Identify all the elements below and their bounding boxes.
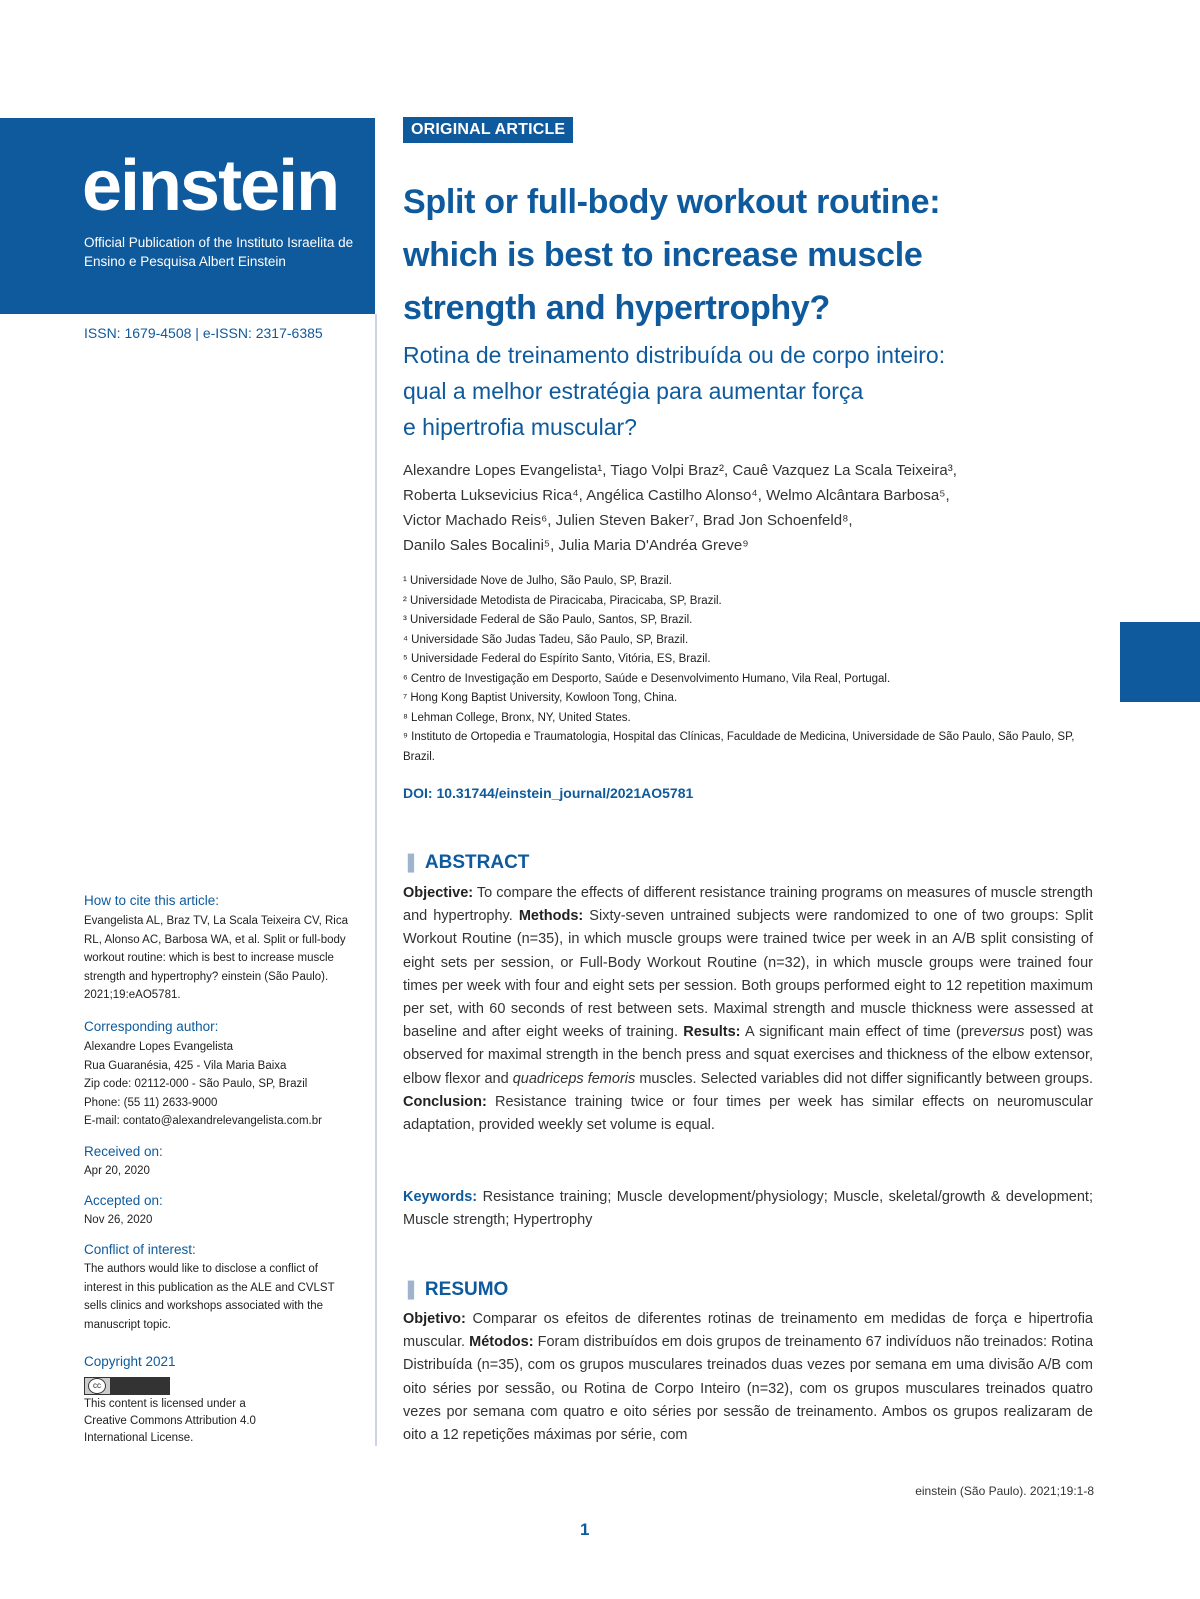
subtitle-line: Rotina de treinamento distribuída ou de corpo inteiro:: [403, 342, 946, 368]
resumo-methods: Foram distribuídos em dois grupos de treinamento 67 indivíduos não treinados: Rotina Distribuída (n=35), com os grupos musculares treinados duas vezes por semana em uma divisão A/B com oito séries por sessão, ou Rotina de Corpo Inteiro (n=32), com os grupos musculares treinados quatro vezes por semana com quatro e oito séries por sessão de treinamento. Ambos os grupos realizaram de oito a 12 repetições máximas por série, com: [403, 1334, 1093, 1444]
keywords-label: Keywords:: [403, 1189, 478, 1205]
abstract-objective-label: Objective:: [403, 885, 474, 901]
license-text: This content is licensed under a Creative Commons Attribution 4.0 International License.: [84, 1398, 256, 1444]
title-line: which is best to increase muscle: [403, 236, 923, 274]
accepted-date: Nov 26, 2020: [84, 1214, 153, 1226]
resumo-objective-label: Objetivo:: [403, 1311, 466, 1327]
corr-email[interactable]: E-mail: contato@alexandrelevangelista.com.br: [84, 1115, 322, 1127]
issn: ISSN: 1679-4508 | e-ISSN: 2317-6385: [84, 325, 323, 341]
affiliation: ⁹ Instituto de Ortopedia e Traumatologia, Hospital das Clínicas, Faculdade de Medicina, Universidade de São Paulo, São Paulo, SP, Brazil.: [403, 731, 1075, 763]
abstract-methods: Sixty-seven untrained subjects were randomized to one of two groups: Split Workout Routine (n=35), in which muscle groups were trained twice per week in an A/B split consisting of eight sets per session, or Full-Body Workout Routine (n=32), in which muscle groups were trained four times per week with four and eight sets per session. Both groups performed eight to 12 repetition maximum per set, with 60 seconds of rest between sets. Maximal strength and muscle thickness were assessed at baseline and after eight weeks of training.: [403, 908, 1094, 1041]
corr-heading: Corresponding author:: [84, 1019, 219, 1034]
corr-line: Phone: (55 11) 2633-9000: [84, 1096, 218, 1109]
author-line: Roberta Luksevicius Rica⁴, Angélica Castilho Alonso⁴, Welmo Alcântara Barbosa⁵,: [403, 487, 950, 504]
keywords-text: Resistance training; Muscle development/physiology; Muscle, skeletal/growth & development; Muscle strength; Hypertrophy: [403, 1189, 1093, 1229]
conflict-heading: Conflict of interest:: [84, 1242, 196, 1257]
journal-tagline: Official Publication of the Instituto Israelita de Ensino e Pesquisa Albert Einstein: [84, 235, 354, 269]
abstract-heading: ❚ ABSTRACT: [403, 852, 530, 873]
resumo-objective: Comparar os efeitos de diferentes rotinas de treinamento em medidas de força e hipertrofia muscular.: [403, 1311, 1093, 1351]
by-icon: [110, 1378, 169, 1394]
affiliation: ⁸ Lehman College, Bronx, NY, United States.: [403, 711, 631, 724]
abstract-results-label: Results:: [683, 1024, 741, 1041]
affiliation-list: [403, 572, 1103, 767]
corr-block: [84, 1038, 364, 1131]
abstract-results-quad: quadriceps femoris: [512, 1070, 636, 1087]
section-bar-icon: ❚: [403, 852, 419, 873]
footer-citation: einstein (São Paulo). 2021;19:1-8: [915, 1484, 1094, 1498]
corr-line: Rua Guaranésia, 425 - Vila Maria Baixa: [84, 1059, 287, 1072]
article-subtitle: [403, 337, 1103, 445]
journal-logo: einstein: [82, 146, 339, 226]
cc-icon: cc: [88, 1378, 106, 1394]
article-title: [403, 176, 1103, 335]
affiliation: ² Universidade Metodista de Piracicaba, Piracicaba, SP, Brazil.: [403, 594, 722, 607]
conflict-text: The authors would like to disclose a conflict of interest in this publication as the ALE and CVLST sells clinics and workshops associated with the manuscript topic.: [84, 1263, 335, 1331]
affiliation: ³ Universidade Federal de São Paulo, Santos, SP, Brazil.: [403, 614, 693, 626]
affiliation: ⁷ Hong Kong Baptist University, Kowloon Tong, China.: [403, 692, 678, 704]
accepted-heading: Accepted on:: [84, 1193, 163, 1208]
cite-heading: How to cite this article:: [84, 893, 220, 908]
affiliation: ⁴ Universidade São Judas Tadeu, São Paulo, SP, Brazil.: [403, 633, 689, 646]
author-line: Alexandre Lopes Evangelista¹, Tiago Volpi Braz², Cauê Vazquez La Scala Teixeira³,: [403, 462, 957, 479]
received-heading: Received on:: [84, 1144, 163, 1159]
subtitle-line: e hipertrofia muscular?: [403, 414, 637, 440]
affiliation: ⁶ Centro de Investigação em Desporto, Saúde e Desenvolvimento Humano, Vila Real, Portugal.: [403, 672, 891, 685]
abstract-results: A significant main effect of time (pre: [744, 1024, 982, 1041]
page-number: 1: [580, 1520, 590, 1539]
abstract-methods-label: Methods:: [518, 908, 584, 925]
cc-by-badge[interactable]: [84, 1377, 170, 1395]
corr-line: Zip code: 02112-000 - São Paulo, SP, Brazil: [84, 1078, 308, 1090]
author-line: Danilo Sales Bocalini⁵, Julia Maria D'Andréa Greve⁹: [403, 537, 749, 554]
abstract-body: [403, 882, 1093, 1137]
keywords: [403, 1186, 1093, 1232]
abstract-conclusion: Resistance training twice or four times per week has similar effects on neuromuscular adaptation, provided weekly set volume is equal.: [403, 1093, 1093, 1134]
affiliation: ⁵ Universidade Federal do Espírito Santo, Vitória, ES, Brazil.: [403, 653, 711, 665]
cite-text: Evangelista AL, Braz TV, La Scala Teixeira CV, Rica RL, Alonso AC, Barbosa WA, et al. Split or full-body workout routine: which is best to increase muscle strength and hypertrophy? einstein (São Paulo). 2021;19:eAO5781.: [84, 915, 349, 1001]
abstract-results: muscles. Selected variables did not differ significantly between groups.: [639, 1070, 1094, 1087]
doi-link[interactable]: DOI: 10.31744/einstein_journal/2021AO5781: [403, 785, 694, 801]
section-bar-icon: ❚: [403, 1279, 419, 1300]
article-type-badge: ORIGINAL ARTICLE: [403, 117, 573, 143]
column-divider: [375, 314, 377, 1446]
title-line: strength and hypertrophy?: [403, 289, 830, 327]
copyright: Copyright 2021: [84, 1354, 176, 1369]
abstract-objective: To compare the effects of different resistance training programs on measures of muscle strength and hypertrophy.: [403, 885, 1093, 925]
resumo-heading: ❚ RESUMO: [403, 1279, 509, 1300]
side-tab: [1120, 622, 1200, 702]
corr-line: Alexandre Lopes Evangelista: [84, 1041, 233, 1053]
abstract-conclusion-label: Conclusion:: [403, 1093, 487, 1110]
author-line: Victor Machado Reis⁶, Julien Steven Baker⁷, Brad Jon Schoenfeld⁸,: [403, 512, 853, 529]
title-line: Split or full-body workout routine:: [403, 183, 941, 221]
author-list: [403, 458, 1103, 558]
abstract-results-versus: versus: [981, 1024, 1025, 1041]
affiliation: ¹ Universidade Nove de Julho, São Paulo, SP, Brazil.: [403, 575, 672, 587]
abstract-results: post) was observed for maximal strength in the bench press and squat exercises and thickness of the elbow extensor, elbow flexor and: [403, 1024, 1093, 1087]
resumo-body: [403, 1308, 1093, 1458]
subtitle-line: qual a melhor estratégia para aumentar força: [403, 378, 864, 404]
resumo-methods-label: Métodos:: [469, 1334, 534, 1351]
received-date: Apr 20, 2020: [84, 1165, 150, 1177]
